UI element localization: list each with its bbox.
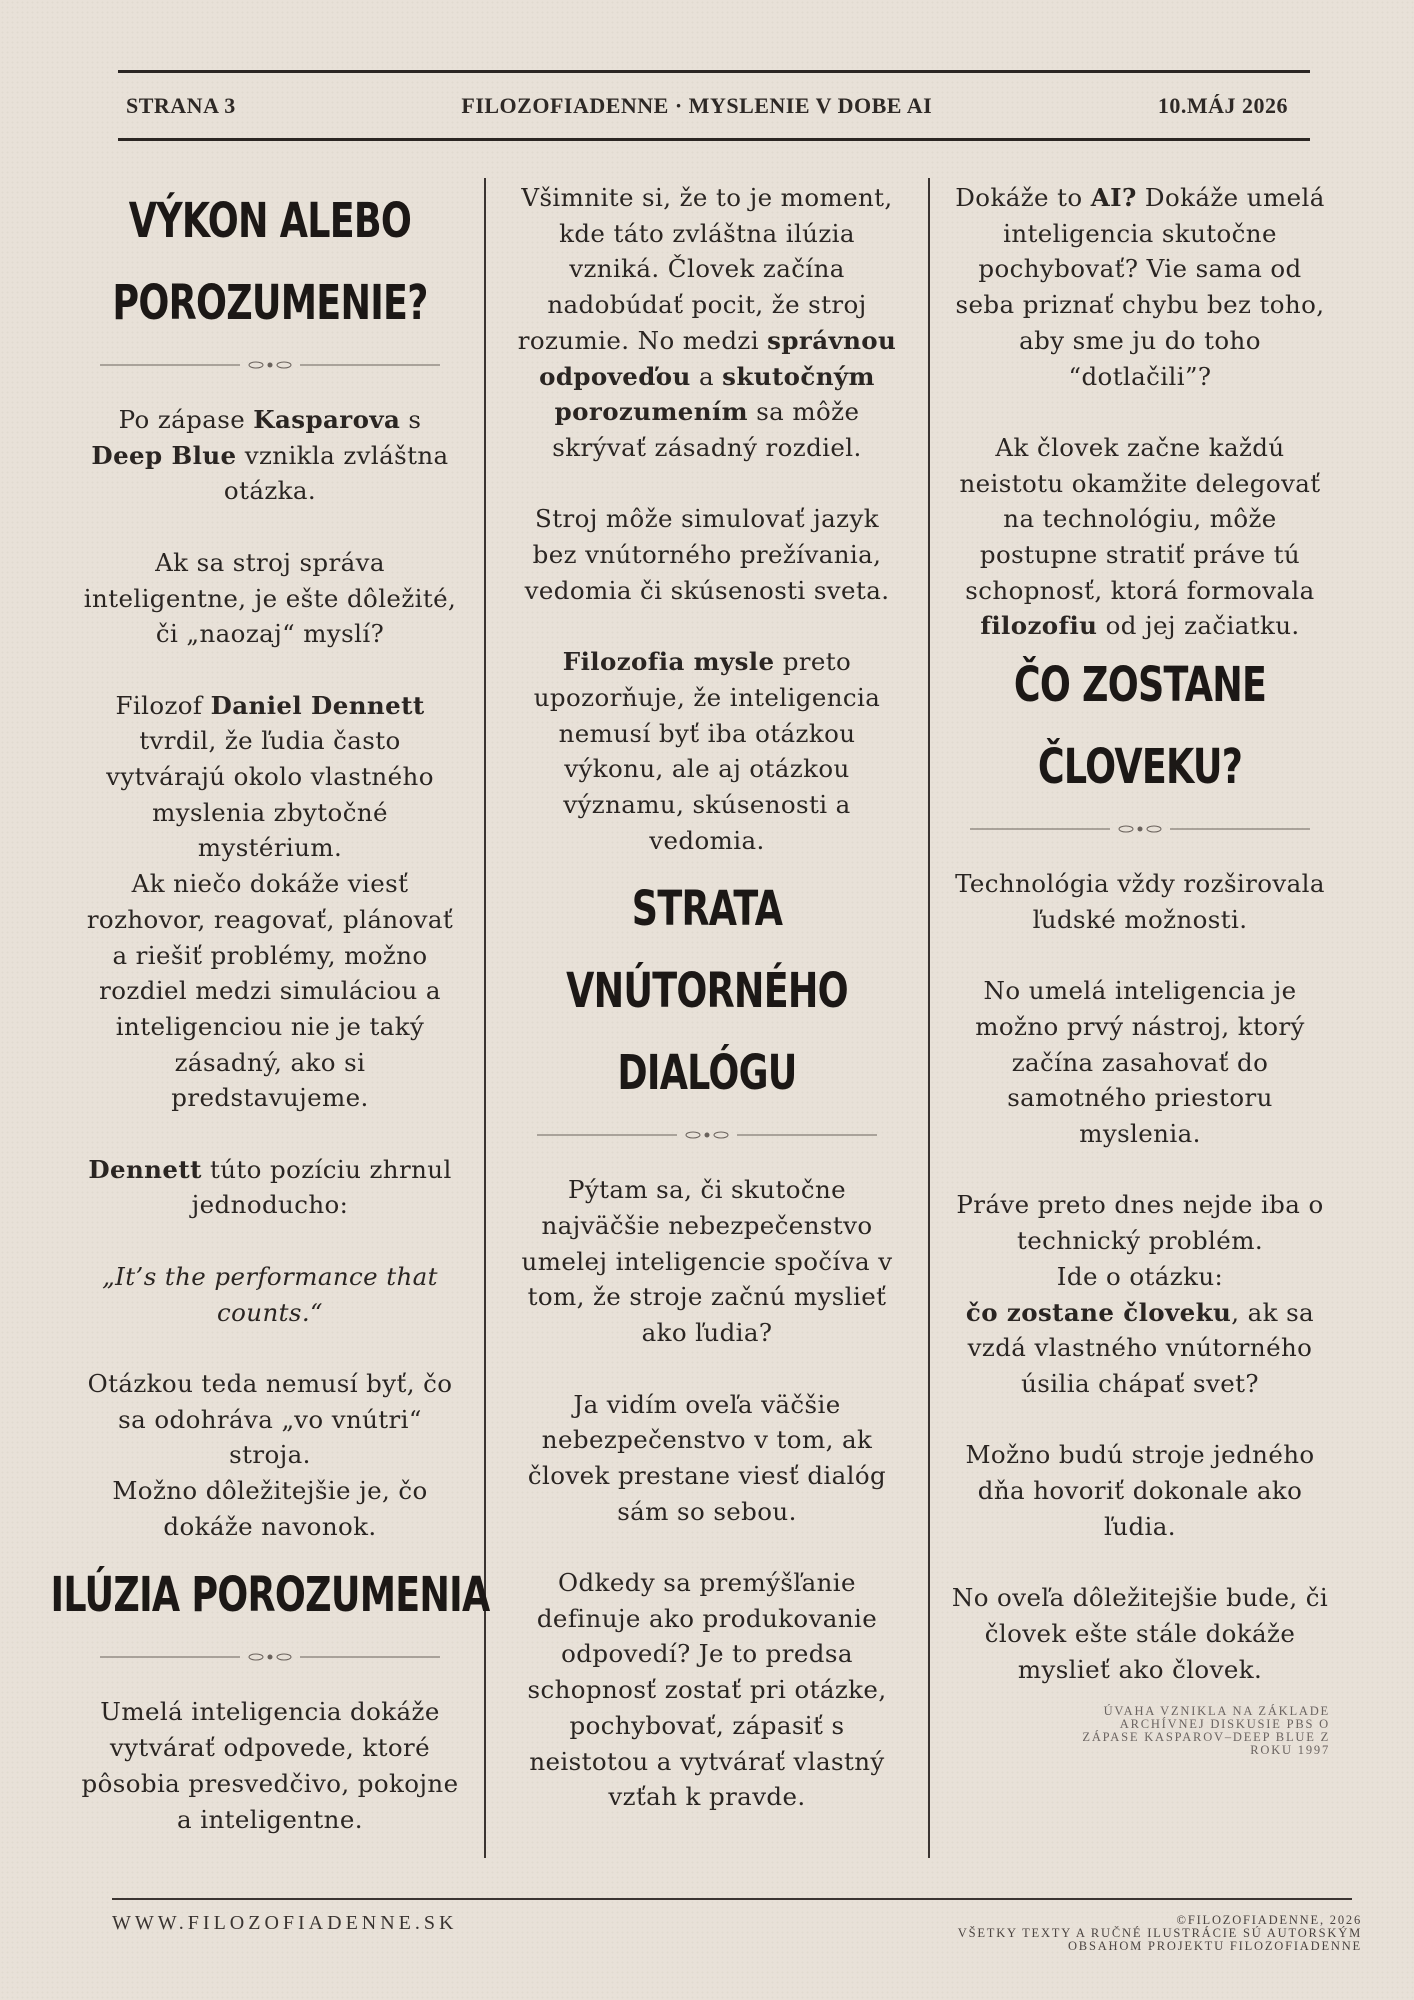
paragraph: Ak človek začne každú neistotu okamžite delegovať na technológiu, môže postupne stratiť práve tú schopnosť, ktorá formovala filozofiu od jej začiatku.: [959, 432, 1321, 641]
paragraph: Umelá inteligencia dokáže vytvárať odpovede, ktoré pôsobia presvedčivo, pokojne a inteligentne.: [81, 1697, 459, 1834]
paragraph: Dokáže to AI? Dokáže umelá inteligencia skutočne pochybovať? Vie sama od seba priznať chybu bez toho, aby sme ju do toho “dotlačili”?: [955, 183, 1325, 391]
ornament-divider: [80, 1644, 460, 1674]
header-bottom-rule: [118, 138, 1310, 141]
publication-title: FILOZOFIADENNE · MYSLENIE V DOBE AI: [461, 93, 933, 118]
footer-rule: [112, 1898, 1352, 1900]
issue-date: 10.MÁJ 2026: [1157, 93, 1288, 118]
heading-strata: STRATA VNÚTORNÉHO DIALÓGU: [566, 881, 848, 1102]
paragraph: Ide o otázku:: [1056, 1261, 1224, 1291]
paragraph: čo zostane človeku, ak sa vzdá vlastného vnútorného úsilia chápať svet?: [965, 1297, 1315, 1398]
paragraph: No umelá inteligencia je možno prvý nástroj, ktorý začína zasahovať do samotného priestoru myslenia.: [975, 976, 1305, 1149]
paragraph: Ak niečo dokáže viesť rozhovor, reagovať, plánovať a riešiť problémy, možno rozdiel medzi simuláciou a inteligenciou nie je taký zásadný, ako si predstavujeme.: [86, 869, 454, 1113]
paragraph: Všimnite si, že to je moment, kde táto zvláštna ilúzia vzniká. Človek začína nadobúdať pocit, že stroj rozumie. No medzi správnou odpoveďou a skutočným porozumením sa môže skrývať zásadný rozdiel.: [517, 183, 897, 462]
paragraph: Možno budú stroje jedného dňa hovoriť dokonale ako ľudia.: [965, 1440, 1315, 1541]
paragraph: Práve preto dnes nejde iba o technický problém.: [956, 1190, 1324, 1256]
paragraph: No oveľa dôležitejšie bude, či človek ešte stále dokáže myslieť ako človek.: [951, 1583, 1329, 1684]
paragraph: Možno dôležitejšie je, čo dokáže navonok.: [112, 1476, 428, 1541]
dennett-quote: „It’s the performance that counts.“: [102, 1261, 438, 1327]
paragraph: Technológia vždy rozširovala ľudské možnosti.: [955, 869, 1325, 934]
ornament-divider: [950, 816, 1330, 846]
ornament-divider: [80, 352, 460, 382]
ornament-divider: [512, 1122, 902, 1152]
paragraph: Filozof Daniel Dennett tvrdil, že ľudia často vytvárajú okolo vlastného myslenia zbytočné mystérium.: [106, 690, 434, 863]
page-header: [126, 86, 1288, 126]
paragraph: Ja vidím oveľa väčšie nebezpečenstvo v tom, ak človek prestane viesť dialóg sám so sebou.: [527, 1389, 887, 1526]
copyright-notice: ©FILOZOFIADENNE, 2026 VŠETKY TEXTY A RUČNÉ ILUSTRÁCIE SÚ AUTORSKÝM OBSAHOM PROJEKTU FILOZOFIADENNE: [957, 1913, 1362, 1953]
paragraph: Otázkou teda nemusí byť, čo sa odohráva „vo vnútri“ stroja.: [87, 1368, 453, 1470]
column-1: [50, 180, 490, 1873]
paragraph: Ak sa stroj správa inteligentne, je ešte dôležité, či „naozaj“ myslí?: [83, 547, 457, 649]
page-number: STRANA 3: [126, 93, 236, 118]
header-top-rule: [118, 70, 1310, 73]
column-2: [512, 180, 902, 1851]
ornament-flourish-icon: [537, 1128, 877, 1142]
paragraph: Odkedy sa premýšľanie definuje ako produkovanie odpovedí? Je to predsa schopnosť zostať pri otázke, pochybovať, zápasiť s neistotou a vytvárať vlastný vzťah k pravde.: [527, 1568, 887, 1812]
paragraph: Po zápase Kasparova s Deep Blue vznikla zvláštna otázka.: [91, 405, 449, 506]
paragraph: Stroj môže simulovať jazyk bez vnútorného prežívania, vedomia či skúsenosti sveta.: [524, 504, 890, 605]
column-divider-2: [928, 178, 930, 1858]
source-note: ÚVAHA VZNIKLA NA ZÁKLADE ARCHÍVNEJ DISKUSIE PBS O ZÁPASE KASPAROV–DEEP BLUE Z ROKU 1997: [1082, 1704, 1330, 1758]
paragraph: Dennett túto pozíciu zhrnul jednoducho:: [88, 1154, 452, 1220]
heading-co-zostane: ČO ZOSTANE ČLOVEKU?: [1013, 657, 1267, 796]
heading-vykon: VÝKON ALEBO POROZUMENIE?: [112, 193, 428, 331]
paragraph: Pýtam sa, či skutočne najväčšie nebezpečenstvo umelej inteligencie spočíva v tom, že stroje začnú myslieť ako ľudia?: [521, 1175, 893, 1348]
heading-iluzia: ILÚZIA POROZUMENIA: [50, 1567, 490, 1624]
ornament-flourish-icon: [970, 822, 1310, 836]
website-link[interactable]: WWW.FILOZOFIADENNE.SK: [112, 1912, 458, 1934]
ornament-flourish-icon: [100, 358, 440, 372]
column-3: [950, 180, 1330, 1757]
paragraph: Filozofia mysle preto upozorňuje, že inteligencia nemusí byť iba otázkou výkonu, ale aj otázkou významu, skúsenosti a vedomia.: [533, 647, 881, 855]
ornament-flourish-icon: [100, 1650, 440, 1664]
